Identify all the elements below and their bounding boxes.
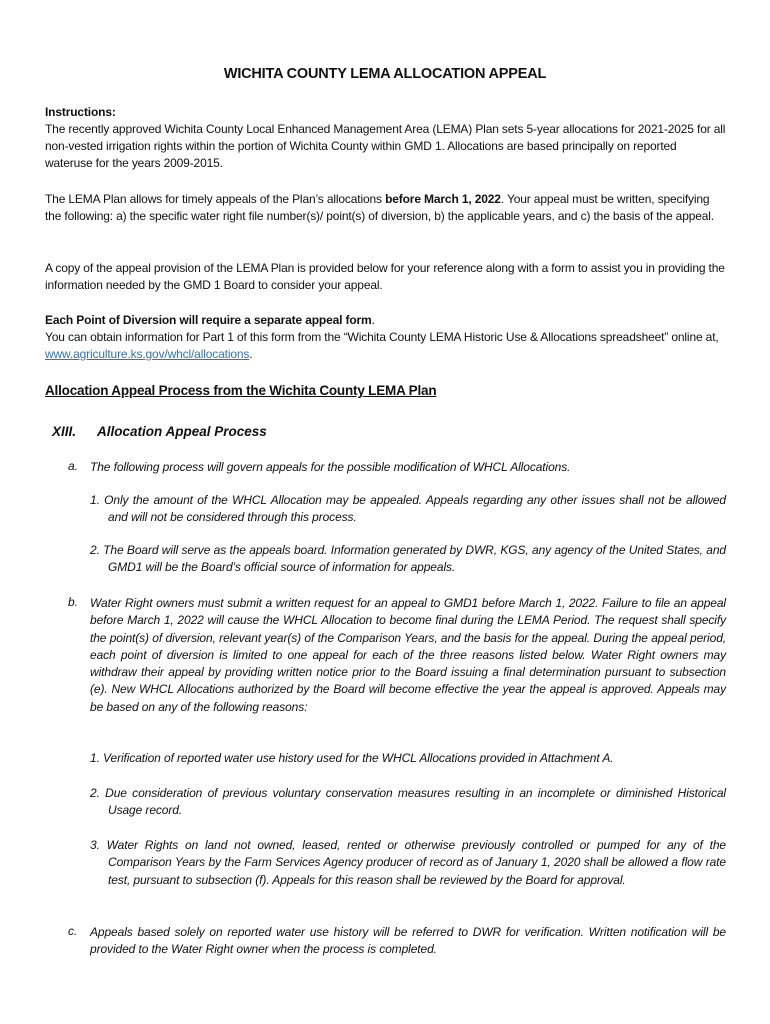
item-b-letter: b.: [68, 595, 79, 609]
item-a-letter: a.: [68, 459, 79, 473]
each-point-paragraph: [45, 312, 727, 363]
appeal-text-after: . Your appeal must be written, specifying the following: a) the specific water right file number(s)/ point(s) of diversion, b) the applicable years, and c) the basis of the appeal.: [45, 192, 714, 223]
item-b-sub2: 2. Due consideration of previous voluntary conservation measures resulting in an incomplete or diminished Historical Usage record.: [90, 786, 726, 818]
item-c-letter: c.: [68, 924, 78, 938]
item-c-text: Appeals based solely on reported water use history will be referred to DWR for verification. Written notification will be provided to the Water Right owner when the process is completed.: [90, 925, 726, 957]
appeal-text-before: The LEMA Plan allows for timely appeals of the Plan’s allocations: [45, 192, 386, 206]
appeal-deadline: before March 1, 2022: [385, 192, 501, 206]
intro-paragraph: The recently approved Wichita County Local Enhanced Management Area (LEMA) Plan sets 5-year allocations for 2021-2025 for all non-vested irrigation rights within the portion of Wichita County within GMD 1. Allocations are based principally on reported wateruse for the years 2009-2015.: [45, 122, 726, 170]
item-a-sub1: 1. Only the amount of the WHCL Allocation may be appealed. Appeals regarding any other issues shall not be allowed and will not be considered through this process.: [90, 493, 726, 525]
section-numeral: XIII.: [52, 424, 77, 439]
link-period: .: [249, 347, 253, 361]
item-b-sub1: 1. Verification of reported water use history used for the WHCL Allocations provided in Attachment A.: [90, 751, 614, 765]
section-title: Allocation Appeal Process: [97, 424, 267, 439]
instructions-heading: Instructions:: [45, 105, 116, 119]
each-point-period: .: [371, 313, 375, 327]
section-heading: Allocation Appeal Process from the Wichita County LEMA Plan: [45, 383, 437, 398]
copy-paragraph: A copy of the appeal provision of the LEMA Plan is provided below for your reference along with a form to assist you in providing the information needed by the GMD 1 Board to consider your appeal.: [45, 261, 725, 292]
item-b-text: Water Right owners must submit a written request for an appeal to GMD1 before March 1, 2022. Failure to file an appeal before March 1, 2022 will cause the WHCL Allocation to become final during the LEMA Period. The request shall specify the point(s) of diversion, relevant year(s) of the Comparison Years, and the basis for the appeal. During the appeal period, each point of diversion is limited to one appeal for each of the three reasons listed below. Water Right owners may withdraw their appeal by providing written notice prior to the Board issuing a final determination pursuant to subsection (e). New WHCL Allocations authorized by the Board will become effective the year the appeal is approved. Appeals may be based on any of the following reasons:: [90, 596, 726, 714]
obtain-info-text: You can obtain information for Part 1 of this form from the “Wichita County LEMA Historic Use & Allocations spreadsheet” online at,: [45, 330, 719, 344]
allocations-link[interactable]: www.agriculture.ks.gov/whcl/allocations: [45, 347, 250, 361]
item-a-sub2: 2. The Board will serve as the appeals board. Information generated by DWR, KGS, any agency of the United States, and GMD1 will be the Board’s official source of information for appeals.: [90, 543, 726, 575]
appeal-paragraph: [45, 191, 727, 225]
each-point-note: Each Point of Diversion will require a separate appeal form: [45, 313, 372, 327]
document-title: WICHITA COUNTY LEMA ALLOCATION APPEAL: [223, 66, 547, 82]
item-a-text: The following process will govern appeals for the possible modification of WHCL Allocations.: [90, 460, 571, 474]
item-b-sub3: 3. Water Rights on land not owned, leased, rented or otherwise previously controlled or pumped for any of the Comparison Years by the Farm Services Agency producer of record as of January 1, 2020 shall be allowed a flow rate test, pursuant to subsection (f). Appeals for this reason shall be reviewed by the Board for approval.: [90, 838, 726, 887]
